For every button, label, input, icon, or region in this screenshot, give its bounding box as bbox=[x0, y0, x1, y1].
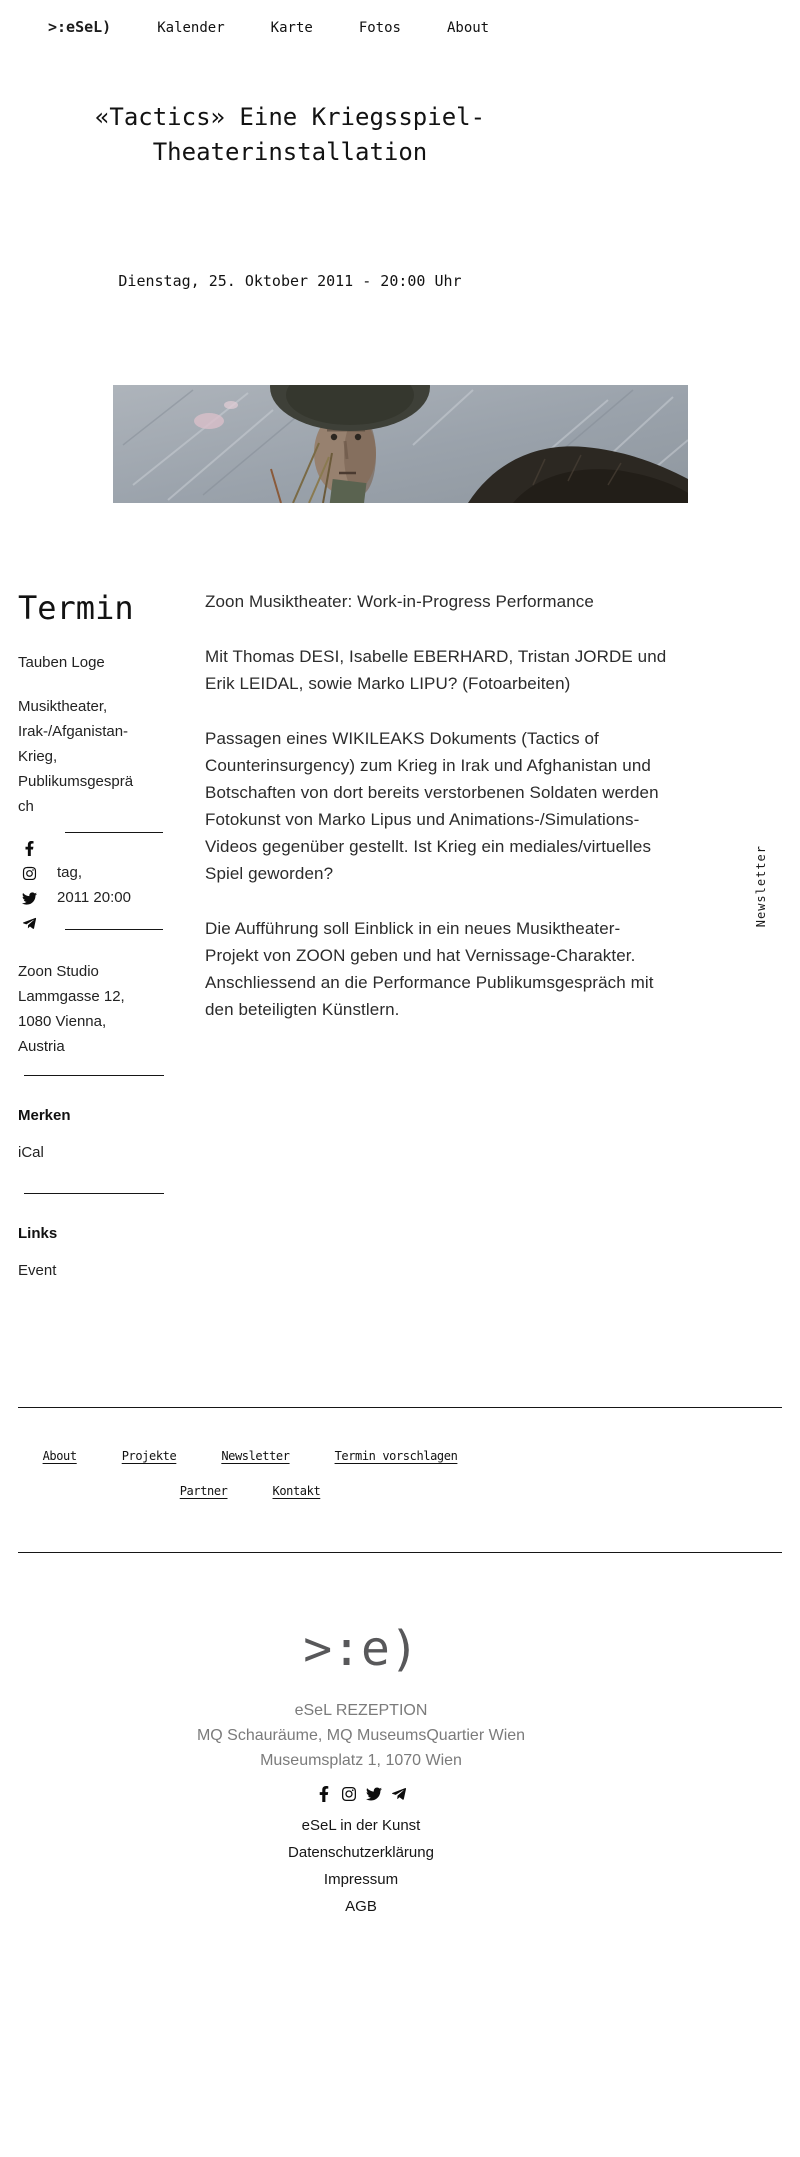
article-outro bbox=[205, 915, 765, 1023]
page-title-line2: Theaterinstallation bbox=[152, 138, 428, 166]
footer-link-impressum[interactable]: Impressum bbox=[323, 1871, 399, 1888]
nav-item-about[interactable]: About bbox=[446, 20, 490, 36]
article-line: Anschliessend an die Performance Publikumsgespräch mit bbox=[205, 973, 654, 992]
article-line: Mit Thomas DESI, Isabelle EBERHARD, Tristan JORDE und bbox=[205, 647, 667, 666]
termin-heading: Termin bbox=[18, 589, 134, 627]
organizer-name[interactable]: Tauben Loge bbox=[18, 654, 105, 671]
footer-link-esel-in-der-kunst[interactable]: eSeL in der Kunst bbox=[301, 1817, 421, 1834]
newsletter-tab[interactable] bbox=[746, 800, 800, 972]
venue-line: Lammgasse 12, bbox=[18, 988, 125, 1005]
venue-address bbox=[18, 959, 165, 1059]
instagram-icon[interactable] bbox=[341, 1786, 357, 1802]
event-date: Dienstag, 25. Oktober 2011 - 20:00 Uhr bbox=[118, 272, 462, 290]
page-title-line1: «Tactics» Eine Kriegsspiel- bbox=[94, 103, 486, 131]
soldier-photo-illustration bbox=[113, 385, 688, 503]
footer-link-about[interactable]: About bbox=[42, 1449, 77, 1463]
links-label: Links bbox=[18, 1225, 58, 1242]
nav-item-karte[interactable]: Karte bbox=[270, 20, 313, 36]
article-line: Fotokunst von Marko Lipus und Animations-/Simulations- bbox=[205, 810, 640, 829]
newsletter-tab-label: Newsletter bbox=[754, 844, 768, 928]
footer-link-datenschutzerklaerung[interactable]: Datenschutzerklärung bbox=[288, 1844, 434, 1861]
footer-link-kontakt[interactable]: Kontakt bbox=[272, 1484, 321, 1498]
footer-social-icons bbox=[0, 1786, 722, 1802]
footer-link-agb[interactable]: AGB bbox=[345, 1898, 377, 1915]
article-line: Botschaften von dort bereits verstorbenen Soldaten werden bbox=[205, 783, 659, 802]
hero bbox=[0, 100, 580, 170]
event-tags[interactable]: Musiktheater, Irak-/Afganistan-Krieg, Publikumsgespräch bbox=[18, 698, 134, 815]
event-link[interactable]: Event bbox=[18, 1262, 57, 1279]
article-line: den beteiligten Künstlern. bbox=[205, 1000, 400, 1019]
article-intro bbox=[205, 588, 765, 615]
article-credits bbox=[205, 643, 765, 697]
event-date-fragment bbox=[57, 860, 131, 910]
event-description bbox=[205, 588, 765, 1051]
article-line: Projekt von ZOON geben und hat Vernissage-Charakter. bbox=[205, 946, 636, 965]
footer-link-partner[interactable]: Partner bbox=[179, 1484, 228, 1498]
article-line: Die Aufführung soll Einblick in ein neues Musiktheater- bbox=[205, 919, 621, 938]
nav-item-kalender[interactable]: Kalender bbox=[157, 20, 225, 36]
article-line: Zoon Musiktheater: Work-in-Progress Performance bbox=[205, 592, 594, 611]
date-share-block bbox=[18, 832, 165, 930]
top-navigation bbox=[48, 18, 489, 36]
esel-logo[interactable]: >:eSeL) bbox=[48, 18, 112, 36]
footer-esel-logo[interactable]: >:e) bbox=[303, 1621, 419, 1677]
event-date-fragment-line2: 2011 20:00 bbox=[57, 889, 131, 906]
event-date-fragment-line1: tag, bbox=[57, 864, 83, 881]
article-line: Spiel geworden? bbox=[205, 864, 334, 883]
venue-line: Zoon Studio bbox=[18, 963, 99, 980]
footer-address-line1: MQ Schauräume, MQ MuseumsQuartier Wien bbox=[196, 1727, 526, 1744]
footer-link-projekte[interactable]: Projekte bbox=[121, 1449, 177, 1463]
page-title bbox=[0, 100, 580, 170]
article-line: Passagen eines WIKILEAKS Dokuments (Tactics of bbox=[205, 729, 599, 748]
footer-link-termin-vorschlagen[interactable]: Termin vorschlagen bbox=[334, 1449, 458, 1463]
article-body bbox=[205, 725, 765, 887]
footer-link-newsletter[interactable]: Newsletter bbox=[221, 1449, 290, 1463]
footer-info bbox=[0, 1608, 722, 1920]
nav-item-fotos[interactable]: Fotos bbox=[358, 20, 401, 36]
footer-address-line2: Museumsplatz 1, 1070 Wien bbox=[260, 1752, 462, 1769]
telegram-icon[interactable] bbox=[22, 916, 37, 931]
venue-line: 1080 Vienna, bbox=[18, 1013, 107, 1030]
merken-label: Merken bbox=[18, 1107, 71, 1124]
footer-navigation bbox=[0, 1449, 500, 1498]
footer-org-name: eSeL REZEPTION bbox=[294, 1702, 428, 1719]
divider bbox=[65, 832, 163, 833]
twitter-icon[interactable] bbox=[22, 891, 37, 906]
instagram-icon[interactable] bbox=[22, 866, 37, 881]
divider bbox=[65, 929, 163, 930]
ical-link[interactable]: iCal bbox=[18, 1144, 44, 1161]
divider bbox=[24, 1193, 164, 1194]
share-icons bbox=[22, 841, 37, 931]
footer-address bbox=[0, 1698, 722, 1773]
article-line: Counterinsurgency) zum Krieg in Irak und Afghanistan und bbox=[205, 756, 651, 775]
termin-sidebar bbox=[18, 590, 165, 1281]
article-line: Erik LEIDAL, sowie Marko LIPU? (Fotoarbeiten) bbox=[205, 674, 571, 693]
telegram-icon[interactable] bbox=[391, 1786, 407, 1802]
twitter-icon[interactable] bbox=[366, 1786, 382, 1802]
facebook-icon[interactable] bbox=[22, 841, 37, 856]
divider bbox=[24, 1075, 164, 1076]
footer-divider-top bbox=[18, 1407, 782, 1408]
footer-divider-bottom bbox=[18, 1552, 782, 1553]
venue-line: Austria bbox=[18, 1038, 65, 1055]
footer-links bbox=[0, 1812, 722, 1920]
event-photo bbox=[113, 385, 688, 503]
article-line: Videos gegenüber gestellt. Ist Krieg ein mediales/virtuelles bbox=[205, 837, 652, 856]
facebook-icon[interactable] bbox=[316, 1786, 332, 1802]
